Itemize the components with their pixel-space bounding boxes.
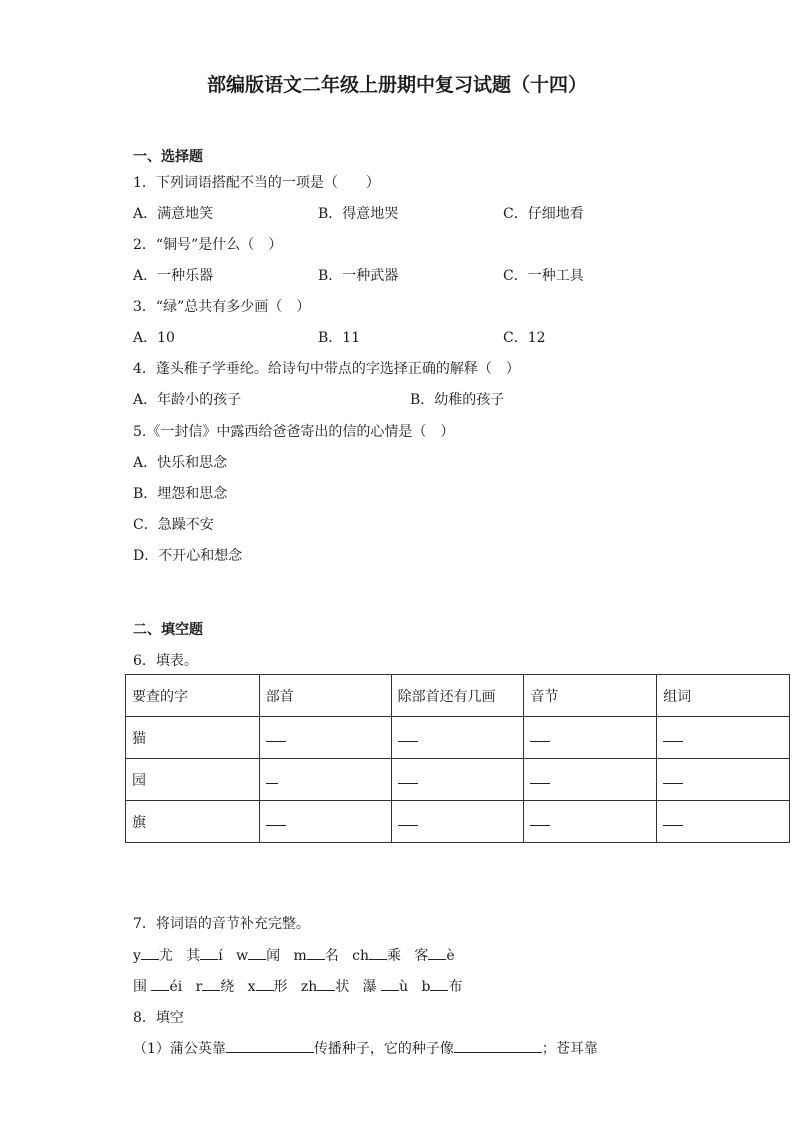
pinyin-fragment: r bbox=[195, 979, 203, 995]
q3-option-c: C．12 bbox=[503, 330, 546, 346]
question-8-sub1 bbox=[133, 1038, 598, 1058]
table-header-cell: 音节 bbox=[524, 675, 657, 717]
q2-option-a: A．一种乐器 bbox=[133, 268, 214, 284]
answer-blank[interactable] bbox=[657, 717, 790, 759]
pinyin-blank[interactable] bbox=[256, 990, 274, 991]
pinyin-blank[interactable] bbox=[248, 959, 266, 960]
page-title: 部编版语文二年级上册期中复习试题（十四） bbox=[206, 74, 587, 96]
pinyin-fragment: x bbox=[247, 979, 256, 995]
q3-option-a: A．10 bbox=[133, 330, 175, 346]
pinyin-char: 闻 bbox=[266, 948, 281, 964]
answer-blank[interactable] bbox=[657, 759, 790, 801]
pinyin-blank[interactable] bbox=[200, 959, 218, 960]
pinyin-char: 乘 bbox=[386, 948, 401, 964]
pinyin-fragment: éi bbox=[169, 979, 183, 995]
pinyin-fragment: y bbox=[133, 948, 141, 964]
pinyin-char: 围 bbox=[133, 979, 147, 995]
answer-blank[interactable] bbox=[524, 759, 657, 801]
answer-blank[interactable] bbox=[657, 801, 790, 843]
q4-option-a: A．年龄小的孩子 bbox=[133, 392, 242, 408]
pinyin-char: 绕 bbox=[220, 979, 235, 995]
q8-text: 传播种子，它的种子像 bbox=[313, 1041, 454, 1057]
question-6-stem: 6．填表。 bbox=[133, 653, 198, 669]
q2-option-c: C．一种工具 bbox=[503, 268, 584, 284]
section-heading-choice: 一、选择题 bbox=[133, 149, 203, 165]
pinyin-fragment: zh bbox=[300, 979, 318, 995]
pinyin-fragment: m bbox=[293, 948, 307, 964]
pinyin-blank[interactable] bbox=[381, 990, 399, 991]
pinyin-char: 名 bbox=[324, 948, 339, 964]
pinyin-line-1 bbox=[133, 945, 455, 965]
q4-option-b: B．幼稚的孩子 bbox=[410, 392, 505, 408]
pinyin-fragment: í bbox=[218, 948, 223, 964]
pinyin-fragment: ch bbox=[352, 948, 369, 964]
q5-option-b: B．埋怨和思念 bbox=[133, 486, 228, 502]
pinyin-blank[interactable] bbox=[151, 990, 169, 991]
q5-option-a: A．快乐和思念 bbox=[133, 455, 228, 471]
q1-option-a: A．满意地笑 bbox=[133, 206, 214, 222]
table-row bbox=[126, 759, 790, 801]
pinyin-line-2 bbox=[133, 976, 462, 996]
answer-blank[interactable] bbox=[391, 717, 524, 759]
pinyin-fragment: ù bbox=[399, 979, 409, 995]
answer-blank[interactable] bbox=[259, 717, 391, 759]
pinyin-fragment: b bbox=[421, 979, 431, 995]
table-row bbox=[126, 801, 790, 843]
table-header-row bbox=[126, 675, 790, 717]
pinyin-blank[interactable] bbox=[369, 959, 387, 960]
pinyin-blank[interactable] bbox=[307, 959, 325, 960]
question-1-stem: 1．下列词语搭配不当的一项是（ ） bbox=[133, 175, 380, 191]
table-cell-char: 园 bbox=[126, 759, 260, 801]
section-heading-fill: 二、填空题 bbox=[133, 622, 203, 638]
table-cell-char: 旗 bbox=[126, 801, 260, 843]
answer-blank[interactable] bbox=[259, 759, 391, 801]
pinyin-char: 布 bbox=[448, 979, 463, 995]
question-4-stem: 4．蓬头稚子学垂纶。给诗句中带点的字选择正确的解释（ ） bbox=[133, 361, 520, 377]
table-cell-char: 猫 bbox=[126, 717, 260, 759]
pinyin-blank[interactable] bbox=[317, 990, 335, 991]
answer-blank[interactable] bbox=[524, 717, 657, 759]
table-header-cell: 组词 bbox=[657, 675, 790, 717]
table-header-cell: 除部首还有几画 bbox=[391, 675, 524, 717]
table-row bbox=[126, 717, 790, 759]
question-3-stem: 3．“绿”总共有多少画（ ） bbox=[133, 299, 311, 315]
pinyin-char: 状 bbox=[335, 979, 350, 995]
q1-option-c: C．仔细地看 bbox=[503, 206, 584, 222]
pinyin-blank[interactable] bbox=[428, 959, 446, 960]
fill-table bbox=[125, 674, 790, 843]
table-header-cell: 部首 bbox=[259, 675, 391, 717]
answer-blank[interactable] bbox=[391, 759, 524, 801]
q2-option-b: B．一种武器 bbox=[318, 268, 399, 284]
pinyin-char: 瀑 bbox=[362, 979, 377, 995]
pinyin-char: 尤 bbox=[158, 948, 173, 964]
question-8-stem: 8．填空 bbox=[133, 1010, 184, 1026]
answer-blank[interactable] bbox=[226, 1052, 314, 1053]
answer-blank[interactable] bbox=[524, 801, 657, 843]
pinyin-blank[interactable] bbox=[141, 959, 159, 960]
pinyin-blank[interactable] bbox=[430, 990, 448, 991]
answer-blank[interactable] bbox=[454, 1052, 542, 1053]
pinyin-fragment: w bbox=[236, 948, 249, 964]
table-header-cell: 要查的字 bbox=[126, 675, 260, 717]
question-7-stem: 7．将词语的音节补充完整。 bbox=[133, 916, 310, 932]
pinyin-fragment: è bbox=[446, 948, 455, 964]
q5-option-d: D．不开心和想念 bbox=[133, 548, 243, 564]
pinyin-char: 客 bbox=[414, 948, 429, 964]
pinyin-blank[interactable] bbox=[202, 990, 220, 991]
pinyin-char: 形 bbox=[273, 979, 288, 995]
q8-text: （1）蒲公英靠 bbox=[133, 1041, 226, 1057]
q3-option-b: B．11 bbox=[318, 330, 361, 346]
q5-option-c: C．急躁不安 bbox=[133, 517, 214, 533]
question-2-stem: 2．“铜号”是什么（ ） bbox=[133, 237, 283, 253]
q1-option-b: B．得意地哭 bbox=[318, 206, 399, 222]
answer-blank[interactable] bbox=[259, 801, 391, 843]
q8-text: ；苍耳靠 bbox=[541, 1041, 598, 1057]
pinyin-char: 其 bbox=[186, 948, 201, 964]
answer-blank[interactable] bbox=[391, 801, 524, 843]
question-5-stem: 5.《一封信》中露西给爸爸寄出的信的心情是（ ） bbox=[133, 424, 455, 440]
